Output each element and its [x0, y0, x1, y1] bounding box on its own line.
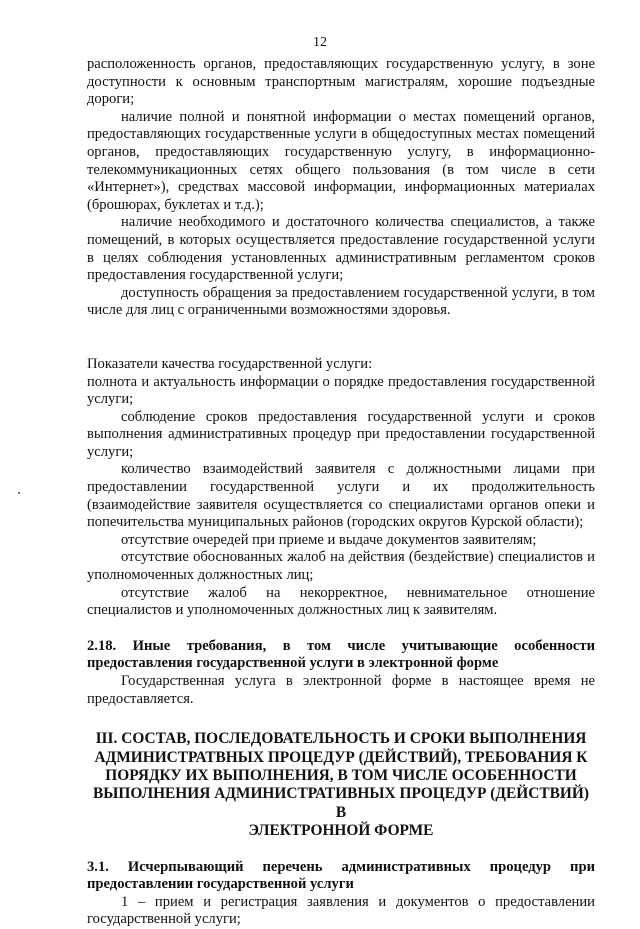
page-number: 12: [313, 35, 327, 50]
paragraph-quality-no-complaints: отсутствие обоснованных жалоб на действия (бездействие) специалистов и уполномоченных должностных лиц;: [87, 549, 595, 584]
section-III-heading-line: ПОРЯДКУ ИХ ВЫПОЛНЕНИЯ, В ТОМ ЧИСЛЕ ОСОБЕННОСТИ: [105, 767, 577, 784]
page-content: [87, 56, 595, 929]
section-3-1-item-1: 1 – прием и регистрация заявления и документов о предоставлении государственной услуги;: [87, 893, 595, 928]
section-2-18-title: 2.18. Иные требования, в том числе учитывающие особенности предоставления государственной услуги в электронной форме: [87, 637, 595, 672]
paragraph-quality-interactions: количество взаимодействий заявителя с должностными лицами при предоставлении государственной услуги и их продолжительность (взаимодействие заявителя осуществляется со специалистами органов опеки и попечительства муниципальных районов (городских округов Курской области);: [87, 461, 595, 531]
section-III-heading-line: III. СОСТАВ, ПОСЛЕДОВАТЕЛЬНОСТЬ И СРОКИ ВЫПОЛНЕНИЯ: [95, 730, 587, 748]
paragraph-quality-no-rudeness: отсутствие жалоб на некорректное, невнимательное отношение специалистов и уполномоченных должностных лиц к заявителям.: [87, 584, 595, 619]
paragraph-accessibility-specialists: наличие необходимого и достаточного количества специалистов, а также помещений, в которых осуществляется предоставление государственной услуги в целях соблюдения установленных административным регламентом сроков предоставления государственной услуги;: [87, 214, 595, 284]
section-2-18-text: Государственная услуга в электронной форме в настоящее время не предоставляется.: [87, 673, 595, 707]
scan-speck: [18, 492, 20, 494]
paragraph-accessibility-location: расположенность органов, предоставляющих государственную услугу, в зоне доступности к основным транспортным магистралям, хорошие подъездные дороги;: [87, 56, 595, 108]
section-III-heading: [87, 730, 595, 840]
quality-indicators-intro: Показатели качества государственной услуги:: [87, 355, 373, 372]
section-III-heading-line: ЭЛЕКТРОННОЙ ФОРМЕ: [248, 822, 434, 840]
paragraph-quality-no-queues: отсутствие очередей при приеме и выдаче документов заявителям;: [121, 531, 537, 548]
paragraph-quality-deadlines: соблюдение сроков предоставления государственной услуги и сроков выполнения административных процедур при предоставлении государственной услуги;: [87, 408, 595, 460]
paragraph-accessibility-information: наличие полной и понятной информации о местах помещений органов, предоставляющих государственные услуги в общедоступных местах помещений органов, предоставляющих государственную услугу, в информационно-телекоммуникационных сетях общего пользования (в том числе в сети «Интернет»), средствах массовой информации, информационных материалах (брошюрах, буклетах и т.д.);: [87, 108, 595, 213]
section-3-1-title: 3.1. Исчерпывающий перечень административных процедур при предоставлении государственной услуги: [87, 858, 595, 893]
paragraph-quality-completeness: полнота и актуальность информации о порядке предоставления государственной услуги;: [87, 373, 595, 408]
section-III-heading-line: АДМИНИСТРАТВНЫХ ПРОЦЕДУР (ДЕЙСТВИЙ), ТРЕБОВАНИЯ К: [94, 748, 588, 766]
section-III-heading-line: ВЫПОЛНЕНИЯ АДМИНИСТРАТИВНЫХ ПРОЦЕДУР (ДЕЙСТВИЙ) В: [93, 785, 589, 821]
paragraph-accessibility-disabilities: доступность обращения за предоставлением государственной услуги, в том числе для лиц с ограниченными возможностями здоровья.: [87, 284, 595, 319]
